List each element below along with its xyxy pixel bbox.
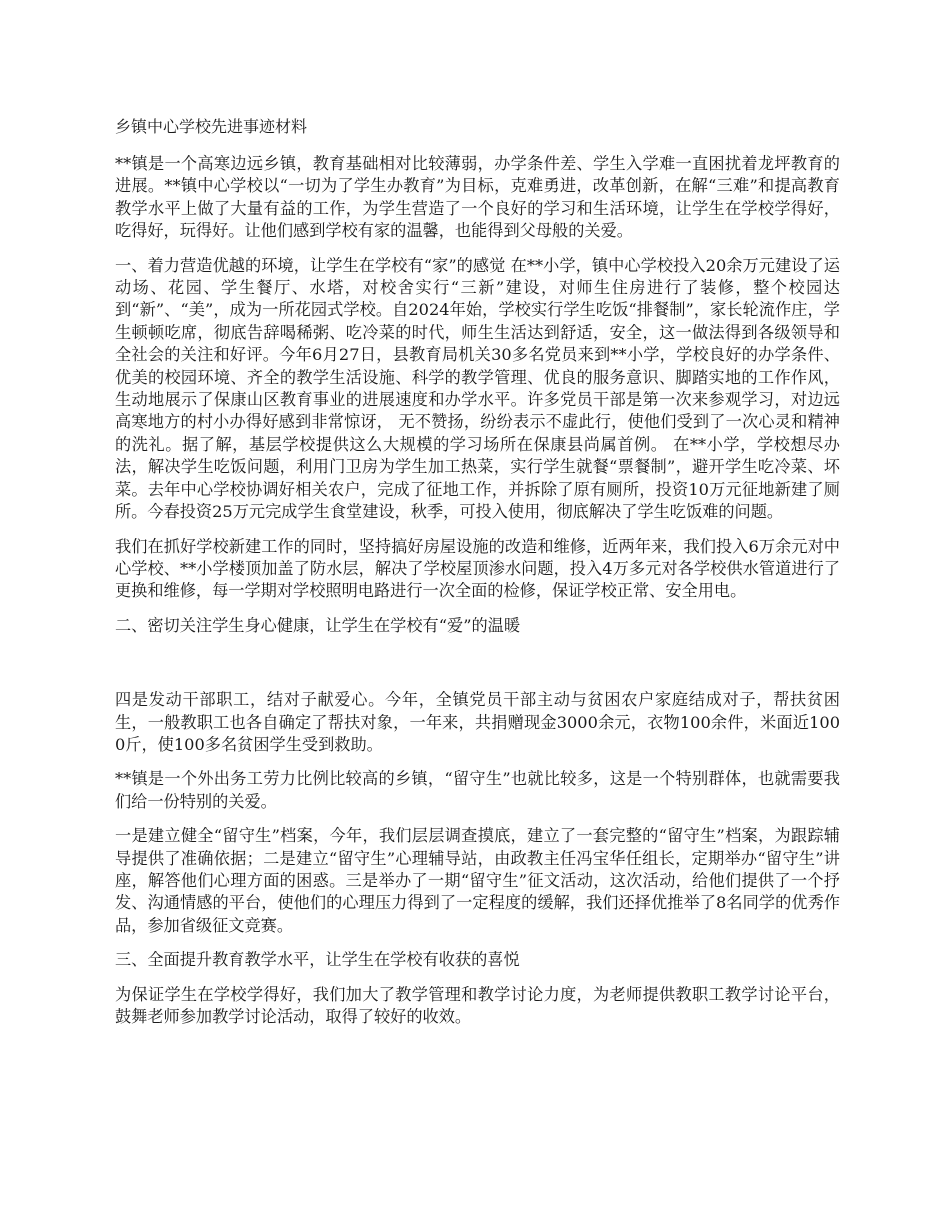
paragraph-section-1: 一、着力营造优越的环境，让学生在学校有“家”的感觉 在**小学，镇中心学校投入20余万元建设了运动场、花园、学生餐厅、水塔，对校舍实行“三新”建设，对师生住房进行了装修，整个校园达到“新”、“美”，成为一所花园式学校。自2024年始，学校实行学生吃饭“排餐制”，家长轮流作庄，学生顿顿吃席，彻底告辞喝稀粥、吃冷菜的时代，师生生活达到舒适，安全，这一做法得到各级领导和全社会的关注和好评。今年6月27日，县教育局机关30多名党员来到**小学，学校良好的办学条件、优美的校园环境、齐全的教学生活设施、科学的教学管理、优良的服务意识、脚踏实地的工作作风，生动地展示了保康山区教育事业的进展速度和办学水平。许多党员干部是第一次来参观学习，对边远高寒地方的村小办得好感到非常惊讶， 无不赞扬，纷纷表示不虚此行，使他们受到了一次心灵和精神的洗礼。据了解，基层学校提供这么大规模的学习场所在保康县尚属首例。 在**小学，学校想尽办法，解决学生吃饭问题，利用门卫房为学生加工热菜，实行学生就餐“票餐制”，避开学生吃冷菜、坏菜。去年中心学校协调好相关农户，完成了征地工作，并拆除了原有厕所，投资10万元征地新建了厕所。今春投资25万元完成学生食堂建设，秋季，可投入使用，彻底解决了学生吃饭难的问题。 — [115, 255, 840, 522]
document-title: 乡镇中心学校先进事迹材料 — [115, 117, 308, 136]
section-heading-3: 三、全面提升教育教学水平，让学生在学校有收获的喜悦 — [115, 950, 520, 970]
paragraph-repairs: 我们在抓好学校新建工作的同时，坚持搞好房屋设施的改造和维修，近两年来，我们投入6万余元对中心学校、**小学楼顶加盖了防水层，解决了学校屋顶渗水问题，投入4万多元对各学校供水管道进行了更换和维修，每一学期对学校照明电路进行一次全面的检修，保证学校正常、安全用电。 — [115, 536, 840, 601]
section-heading-2: 二、密切关注学生身心健康，让学生在学校有“爱”的温暖 — [115, 615, 521, 635]
paragraph-intro: **镇是一个高寒边远乡镇，教育基础相对比较薄弱，办学条件差、学生入学难一直困扰着龙坪教育的进展。**镇中心学校以“一切为了学生办教育”为目标，克难勇进，改革创新，在解“三难”和提高教育教学水平上做了大量有益的工作，为学生营造了一个良好的学习和生活环境，让学生在学校学得好，吃得好，玩得好。让他们感到学校有家的温馨，也能得到父母般的关爱。 — [115, 154, 840, 241]
paragraph-left-behind-measures: 一是建立健全“留守生”档案，今年，我们层层调查摸底，建立了一套完整的“留守生”档案，为跟踪辅导提供了准确依据；二是建立“留守生”心理辅导站，由政教主任冯宝华任组长，定期举办“留守生”讲座，解答他们心理方面的困惑。三是举办了一期“留守生”征文活动，这次活动，给他们提供了一个抒发、沟通情感的平台，使他们的心理压力得到了一定程度的缓解，我们还择优推举了8名同学的优秀作品，参加省级征文竞赛。 — [115, 826, 840, 935]
paragraph-teaching-quality: 为保证学生在学校学得好，我们加大了教学管理和教学讨论力度，为老师提供教职工教学讨论平台，鼓舞老师参加教学讨论活动，取得了较好的收效。 — [115, 984, 840, 1026]
blank-space — [115, 649, 840, 689]
document-page — [115, 115, 840, 1040]
paragraph-volunteer-support: 四是发动干部职工，结对子献爱心。今年，全镇党员干部主动与贫困农户家庭结成对子，帮扶贫困生，一般教职工也各自确定了帮扶对象，一年来，共捐赠现金3000余元，衣物100余件，米面近1000斤，使100多名贫困学生受到救助。 — [115, 690, 840, 754]
paragraph-left-behind-students: **镇是一个外出务工劳力比例比较高的乡镇，“留守生”也就比较多，这是一个特别群体，也就需要我们给一份特别的关爱。 — [115, 769, 840, 811]
